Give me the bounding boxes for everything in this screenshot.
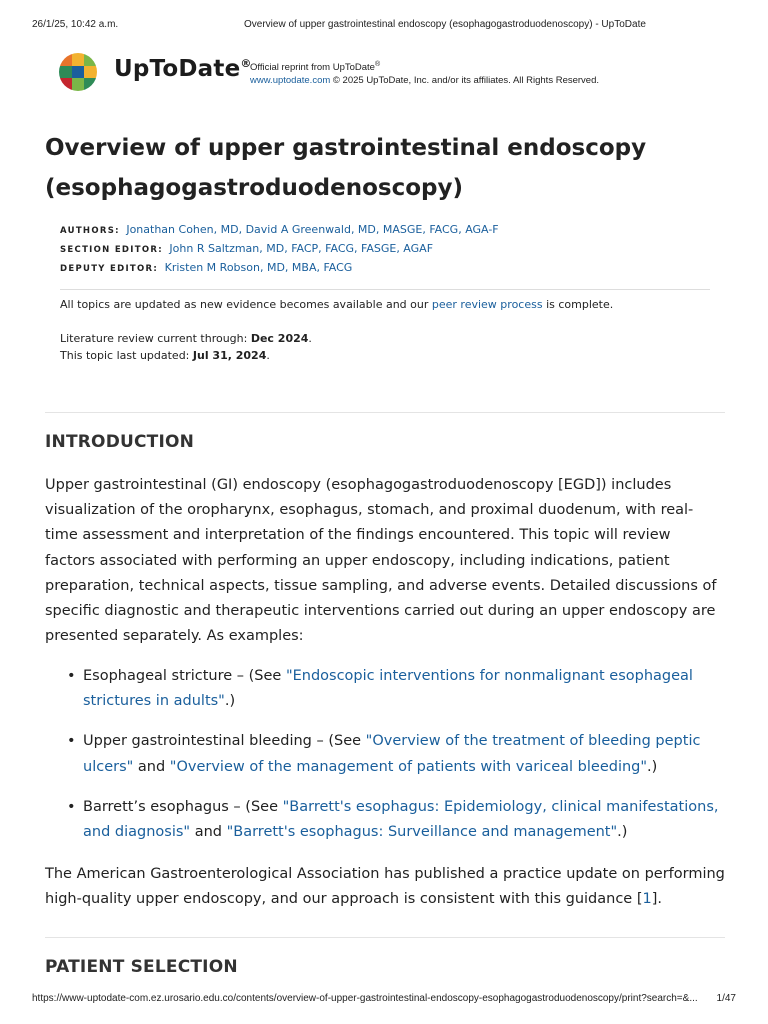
barretts-surveillance-topic-link[interactable]: "Barrett's esophagus: Surveillance and management" [226,824,618,841]
credit-deputy-editor: DEPUTY EDITOR: Kristen M Robson, MD, MBA, FACG [60,261,353,274]
variceal-bleeding-topic-link[interactable]: "Overview of the management of patients with variceal bleeding" [169,758,648,775]
credit-authors: AUTHORS: Jonathan Cohen, MD, David A Greenwald, MD, MASGE, FACG, AGA-F [60,223,499,236]
introduction-heading: INTRODUCTION [45,432,195,452]
peptic-ulcer-topic-link[interactable]: "Overview of the treatment of bleeding peptic ulcers" [83,733,701,775]
brand-name: UpToDate® [114,56,252,82]
authors-link[interactable]: Jonathan Cohen, MD, David A Greenwald, MD, MASGE, FACG, AGA-F [126,223,499,236]
patient-selection-heading: PATIENT SELECTION [45,957,238,977]
print-header [0,19,768,33]
reference-link[interactable]: 1 [642,891,652,908]
literature-review-date: Literature review current through: Dec 2024. [60,332,312,345]
print-date: 26/1/25, 10:42 a.m. [32,19,119,30]
review-dates [60,330,312,364]
print-page-title: Overview of upper gastrointestinal endoscopy (esophagogastroduodenoscopy) - UpToDate [244,19,646,30]
section-divider [45,937,725,938]
print-url: https://www-uptodate-com.ez.urosario.edu.co/contents/overview-of-upper-gastrointestinal-endoscopy-esophagogastroduodenoscopy/print?search=&... [32,993,698,1004]
peer-review-link[interactable]: peer review process [431,298,543,311]
bullet-icon: • [67,668,76,684]
article-title: Overview of upper gastrointestinal endoscopy (esophagogastroduodenoscopy) [45,135,647,201]
credit-section-editor: SECTION EDITOR: John R Saltzman, MD, FACP, FACG, FASGE, AGAF [60,242,434,255]
barretts-diagnosis-topic-link[interactable]: "Barrett's esophagus: Epidemiology, clinical manifestations, and diagnosis" [83,798,719,841]
bullet-icon: • [67,733,76,750]
last-updated-date: This topic last updated: Jul 31, 2024. [60,349,270,362]
deputy-editor-link[interactable]: Kristen M Robson, MD, MBA, FACG [164,261,353,274]
examples-list [45,664,725,860]
reprint-notice: Official reprint from UpToDate® www.uptodate.com © 2025 UpToDate, Inc. and/or its affiliates. All Rights Reserved. [250,61,600,87]
uptodate-site-link[interactable]: www.uptodate.com [250,75,331,87]
introduction-paragraph: Upper gastrointestinal (GI) endoscopy (esophagogastroduodenoscopy [EGD]) includes visualization of the oropharynx, esophagus, stomach, and proximal duodenum, with real-time assessment and interpretation of the findings encountered. This topic will review factors associated with performing an upper endoscopy, including indications, patient preparation, technical aspects, tissue sampling, and adverse events. Detailed discussions of specific diagnostic and therapeutic interventions carried out during an upper endoscopy are presented separately. As examples: [45,477,717,645]
list-item: • Esophageal stricture – (See "Endoscopic interventions for nonmalignant esophageal strictures in adults".) [45,664,725,714]
uptodate-logo-icon [58,52,98,92]
page-number: 1/47 [716,993,736,1004]
section-divider [45,412,725,413]
divider [60,289,710,290]
list-item: • Upper gastrointestinal bleeding – (See "Overview of the treatment of bleeding peptic ulcers" and "Overview of the management of patients with variceal bleeding".) [45,729,725,779]
list-item: • Barrett’s esophagus – (See "Barrett's esophagus: Epidemiology, clinical manifestations, and diagnosis" and "Barrett's esophagus: Surveillance and management".) [45,795,725,845]
brand-header [58,50,658,94]
credits-block [60,221,499,278]
copyright-text: © 2025 UpToDate, Inc. and/or its affiliates. All Rights Reserved. [330,75,600,87]
print-footer [0,993,768,1007]
section-editor-link[interactable]: John R Saltzman, MD, FACP, FACG, FASGE, AGAF [169,242,434,255]
update-note: All topics are updated as new evidence becomes available and our peer review process is complete. [60,298,614,311]
aga-paragraph: The American Gastroenterological Association has published a practice update on performing high-quality upper endoscopy, and our approach is consistent with this guidance [1]. [45,866,725,908]
stricture-topic-link[interactable]: "Endoscopic interventions for nonmalignant esophageal strictures in adults" [83,668,693,710]
bullet-icon: • [67,798,76,815]
